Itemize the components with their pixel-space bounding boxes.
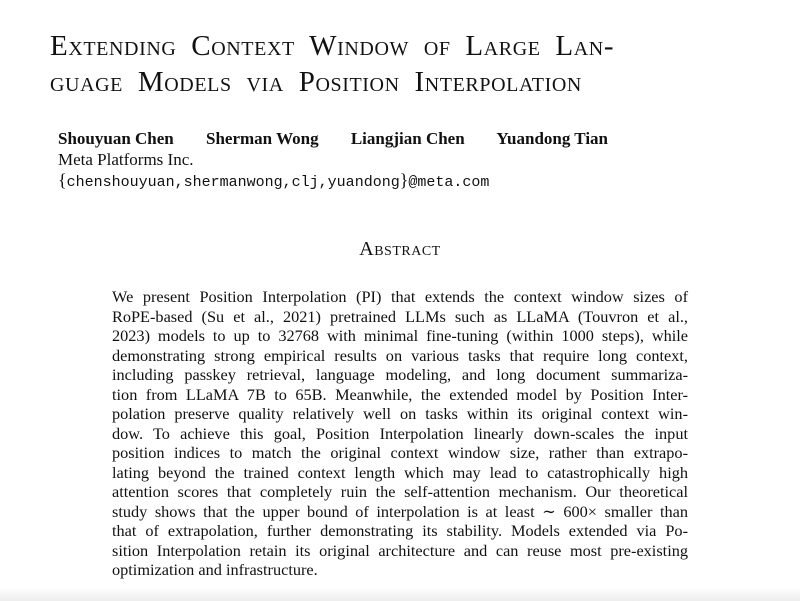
email-domain: @meta.com (408, 174, 490, 191)
email-usernames: chenshouyuan,shermanwong,clj,yuandong (66, 174, 400, 191)
abstract-line: optimization and infrastructure. (112, 560, 318, 579)
abstract-line: sition Interpolation retain its original architecture and can reuse most pre-existing (112, 540, 688, 560)
abstract-line: dow. To achieve this goal, Position Interpolation linearly down-scales the input (112, 423, 688, 443)
author-name: Sherman Wong (206, 129, 319, 148)
abstract-line: that of extrapolation, further demonstrating its stability. Models extended via Po- (112, 521, 688, 540)
abstract-body (112, 287, 688, 580)
abstract-line: including passkey retrieval, language modeling, and long document summariza- (112, 365, 688, 384)
abstract-line: 2023) models to up to 32768 with minimal fine-tuning (within 1000 steps), while (112, 326, 688, 345)
title-line-1: Extending Context Window of Large Lan- (50, 30, 615, 62)
author-name: Yuandong Tian (496, 129, 608, 148)
email-open-brace: { (58, 170, 67, 190)
email-close-brace: } (399, 170, 409, 190)
abstract-line: tion from LLaMA 7B to 65B. Meanwhile, the extended model by Position Inter- (112, 384, 688, 404)
author-list (58, 129, 636, 149)
abstract-line: lating beyond the trained context length which may lead to catastrophically high (112, 462, 688, 482)
page-bottom-shadow (0, 587, 800, 601)
abstract-line: attention scores that completely ruin the self-attention mechanism. Our theoretical (112, 482, 688, 501)
title-line-2: guage Models via Position Interpolation (50, 66, 582, 98)
abstract-line: demonstrating strong empirical results on various tasks that require long context, (112, 345, 688, 365)
abstract-line: polation preserve quality relatively well on tasks within its original context win- (112, 404, 688, 423)
affiliation: Meta Platforms Inc. (58, 150, 194, 169)
abstract-line: We present Position Interpolation (PI) that extends the context window sizes of (112, 287, 688, 306)
author-name: Liangjian Chen (350, 129, 465, 148)
paper-title (50, 28, 770, 100)
author-name: Shouyuan Chen (58, 129, 174, 148)
abstract-line: position indices to match the original context window size, rather than extrapo- (112, 443, 688, 462)
abstract-heading: Abstract (359, 238, 441, 260)
author-emails (58, 170, 489, 192)
abstract-line: RoPE-based (Su et al., 2021) pretrained LLMs such as LLaMA (Touvron et al., (112, 306, 688, 326)
abstract-line: study shows that the upper bound of interpolation is at least ∼ 600× smaller than (112, 501, 688, 521)
